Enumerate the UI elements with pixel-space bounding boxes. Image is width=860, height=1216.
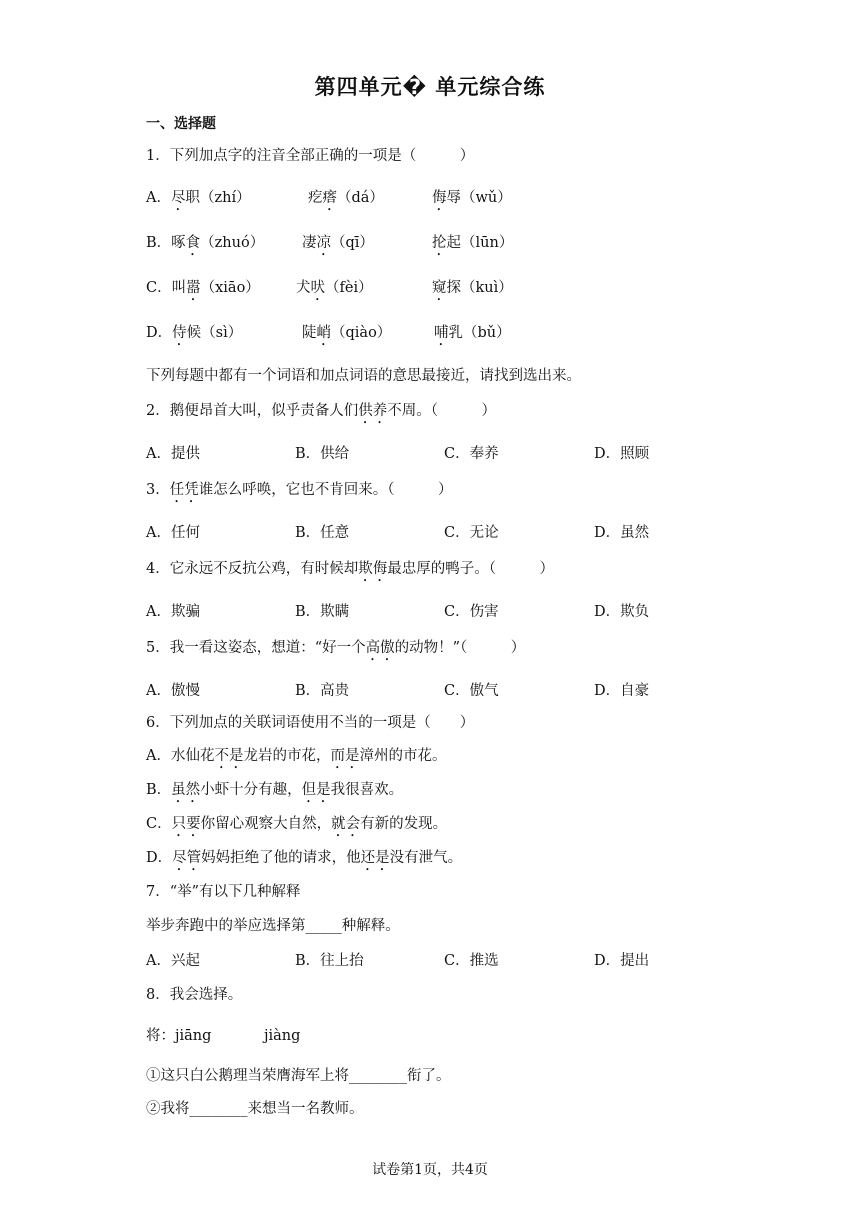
question-1-stem: 1．下列加点字的注音全部正确的一项是（ ） [146, 148, 475, 164]
question-5-stem: 5．我一看这姿态，想道：“好一个高傲的动物！”（ ） [146, 640, 526, 656]
q6-option-d[interactable]: D．尽管妈妈拒绝了他的请求，他还是没有泄气。 [146, 850, 463, 866]
q7-option-a[interactable]: A．兴起 [146, 953, 200, 969]
q4-option-d[interactable]: D．欺负 [594, 604, 650, 620]
q1-option-c-word3: 窥探（kuì） [432, 280, 513, 296]
q1-option-c: C．叫嚣（xiāo） [146, 280, 260, 296]
q1-option-a-word3: 侮辱（wǔ） [432, 190, 512, 206]
question-4-stem: 4．它永远不反抗公鸡，有时候却欺侮最忠厚的鸭子。（ ） [146, 561, 554, 577]
q1-option-c-word2: 犬吠（fèi） [296, 280, 373, 296]
q4-option-c[interactable]: C．伤害 [444, 604, 499, 620]
q3-option-d[interactable]: D．虽然 [594, 525, 650, 541]
q8-sentence-2: ②我将________来想当一名教师。 [146, 1101, 364, 1117]
instruction-text: 下列每题中都有一个词语和加点词语的意思最接近，请找到选出来。 [146, 368, 581, 384]
q6-option-b[interactable]: B．虽然小虾十分有趣，但是我很喜欢。 [146, 782, 404, 798]
question-7-stem: 7．“举”有以下几种解释 [146, 884, 301, 900]
q6-option-c[interactable]: C．只要你留心观察大自然，就会有新的发现。 [146, 816, 448, 832]
q1-option-b-word2: 凄凉（qī） [302, 235, 374, 251]
q1-option-a: A．尽职（zhí） [146, 190, 251, 206]
q5-option-c[interactable]: C．傲气 [444, 683, 499, 699]
section-heading: 一、选择题 [146, 116, 216, 132]
q5-option-d[interactable]: D．自豪 [594, 683, 650, 699]
q5-option-b[interactable]: B．高贵 [295, 683, 350, 699]
q8-pinyin-alt: jiàng [264, 1028, 301, 1044]
q3-option-c[interactable]: C．无论 [444, 525, 499, 541]
q3-option-b[interactable]: B．任意 [295, 525, 350, 541]
q8-sentence-1: ①这只白公鹅理当荣膺海军上将________衔了。 [146, 1068, 451, 1084]
q4-option-a[interactable]: A．欺骗 [146, 604, 200, 620]
q7-option-d[interactable]: D．提出 [594, 953, 650, 969]
q7-fill-line: 举步奔跑中的举应选择第_____种解释。 [146, 918, 400, 934]
q2-option-c[interactable]: C．奉养 [444, 446, 499, 462]
q1-option-b-word3: 抡起（lūn） [432, 235, 514, 251]
question-3-stem: 3．任凭谁怎么呼唤，它也不肯回来。（ ） [146, 482, 453, 498]
q1-option-a-word2: 疙瘩（dá） [308, 190, 384, 206]
q2-option-a[interactable]: A．提供 [146, 446, 200, 462]
q8-pinyin-label: 将：jiāng [146, 1028, 212, 1044]
question-8-stem: 8．我会选择。 [146, 987, 243, 1003]
q1-option-d: D．侍候（sì） [146, 325, 243, 341]
question-6-stem: 6．下列加点的关联词语使用不当的一项是（ ） [146, 715, 475, 731]
q2-option-b[interactable]: B．供给 [295, 446, 350, 462]
page-footer: 试卷第1页，共4页 [372, 1162, 488, 1178]
q7-option-c[interactable]: C．推选 [444, 953, 499, 969]
q2-option-d[interactable]: D．照顾 [594, 446, 650, 462]
q1-option-d-word3: 哺乳（bǔ） [434, 325, 511, 341]
q7-option-b[interactable]: B．往上抬 [295, 953, 364, 969]
q3-option-a[interactable]: A．任何 [146, 525, 200, 541]
q6-option-a[interactable]: A．水仙花不是龙岩的市花，而是漳州的市花。 [146, 748, 447, 764]
q5-option-a[interactable]: A．傲慢 [146, 683, 200, 699]
q1-option-b: B．啄食（zhuó） [146, 235, 265, 251]
q4-option-b[interactable]: B．欺瞒 [295, 604, 350, 620]
q1-option-d-word2: 陡峭（qiào） [302, 325, 392, 341]
question-2-stem: 2．鹅便昂首大叫，似乎责备人们供养不周。（ ） [146, 403, 496, 419]
page-title: 第四单元� 单元综合练 [314, 75, 546, 99]
